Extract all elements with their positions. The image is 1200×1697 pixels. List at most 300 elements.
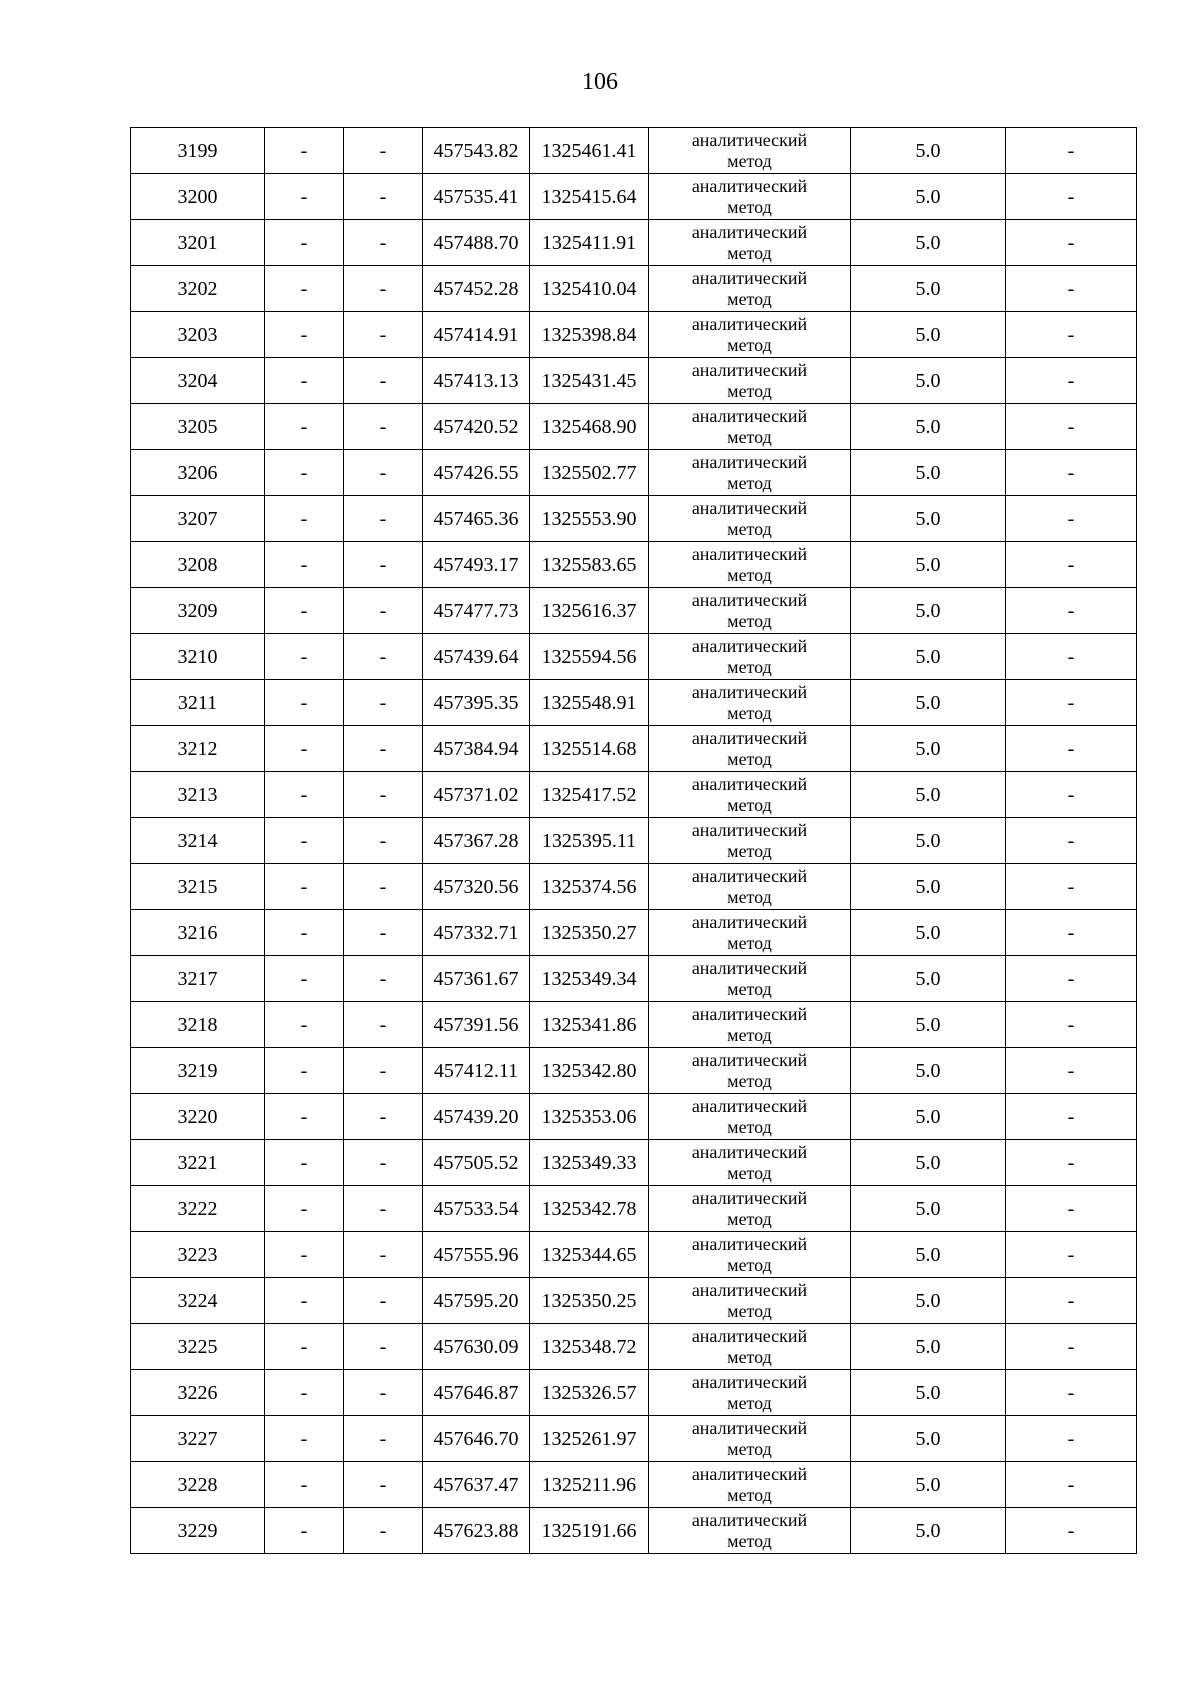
column-3-cell: - xyxy=(344,450,423,496)
point-number-cell: 3220 xyxy=(131,1094,265,1140)
column-2-cell: - xyxy=(265,266,344,312)
column-3-cell: - xyxy=(344,312,423,358)
column-3-cell: - xyxy=(344,174,423,220)
point-number-cell: 3225 xyxy=(131,1324,265,1370)
coordinate-x-cell: 457505.52 xyxy=(423,1140,530,1186)
accuracy-cell: 5.0 xyxy=(851,358,1006,404)
method-line-1: аналитический xyxy=(691,1049,808,1070)
accuracy-cell: 5.0 xyxy=(851,1048,1006,1094)
point-number-cell: 3223 xyxy=(131,1232,265,1278)
table-row xyxy=(131,910,1137,956)
method-line-2: метод xyxy=(727,1116,772,1137)
table-row xyxy=(131,1324,1137,1370)
method-line-1: аналитический xyxy=(691,1463,808,1484)
method-line-2: метод xyxy=(727,794,772,815)
column-3-cell: - xyxy=(344,542,423,588)
coordinate-x-cell: 457420.52 xyxy=(423,404,530,450)
point-number-cell: 3208 xyxy=(131,542,265,588)
coordinate-y-cell: 1325468.90 xyxy=(530,404,649,450)
point-number-cell: 3215 xyxy=(131,864,265,910)
coordinate-x-cell: 457361.67 xyxy=(423,956,530,1002)
accuracy-cell: 5.0 xyxy=(851,864,1006,910)
coordinate-y-cell: 1325344.65 xyxy=(530,1232,649,1278)
column-8-cell: - xyxy=(1006,818,1137,864)
accuracy-cell: 5.0 xyxy=(851,726,1006,772)
table-row xyxy=(131,818,1137,864)
column-8-cell: - xyxy=(1006,220,1137,266)
method-cell xyxy=(649,1370,851,1416)
method-line-1: аналитический xyxy=(691,957,808,978)
method-line-1: аналитический xyxy=(691,1371,808,1392)
coordinate-x-cell: 457426.55 xyxy=(423,450,530,496)
accuracy-cell: 5.0 xyxy=(851,772,1006,818)
method-line-2: метод xyxy=(727,656,772,677)
table-row xyxy=(131,1094,1137,1140)
accuracy-cell: 5.0 xyxy=(851,910,1006,956)
table-row xyxy=(131,220,1137,266)
method-cell xyxy=(649,1232,851,1278)
table-row xyxy=(131,634,1137,680)
method-line-1: аналитический xyxy=(691,313,808,334)
column-3-cell: - xyxy=(344,358,423,404)
column-3-cell: - xyxy=(344,266,423,312)
column-8-cell: - xyxy=(1006,1002,1137,1048)
method-line-2: метод xyxy=(727,932,772,953)
column-8-cell: - xyxy=(1006,1416,1137,1462)
point-number-cell: 3213 xyxy=(131,772,265,818)
coordinate-y-cell: 1325583.65 xyxy=(530,542,649,588)
column-3-cell: - xyxy=(344,128,423,174)
coordinate-y-cell: 1325341.86 xyxy=(530,1002,649,1048)
coordinate-x-cell: 457412.11 xyxy=(423,1048,530,1094)
coordinate-y-cell: 1325191.66 xyxy=(530,1508,649,1554)
method-cell xyxy=(649,1278,851,1324)
column-8-cell: - xyxy=(1006,1324,1137,1370)
accuracy-cell: 5.0 xyxy=(851,1370,1006,1416)
accuracy-cell: 5.0 xyxy=(851,1002,1006,1048)
method-line-2: метод xyxy=(727,288,772,309)
coordinate-x-cell: 457543.82 xyxy=(423,128,530,174)
point-number-cell: 3209 xyxy=(131,588,265,634)
point-number-cell: 3227 xyxy=(131,1416,265,1462)
coordinate-y-cell: 1325548.91 xyxy=(530,680,649,726)
column-8-cell: - xyxy=(1006,1186,1137,1232)
coordinate-y-cell: 1325342.78 xyxy=(530,1186,649,1232)
coordinate-y-cell: 1325411.91 xyxy=(530,220,649,266)
column-2-cell: - xyxy=(265,772,344,818)
table-row xyxy=(131,174,1137,220)
method-line-1: аналитический xyxy=(691,1141,808,1162)
method-cell xyxy=(649,910,851,956)
column-3-cell: - xyxy=(344,818,423,864)
table-row xyxy=(131,772,1137,818)
point-number-cell: 3219 xyxy=(131,1048,265,1094)
coordinate-x-cell: 457555.96 xyxy=(423,1232,530,1278)
column-2-cell: - xyxy=(265,1140,344,1186)
method-cell xyxy=(649,404,851,450)
method-line-1: аналитический xyxy=(691,865,808,886)
column-3-cell: - xyxy=(344,1002,423,1048)
method-cell xyxy=(649,1002,851,1048)
column-8-cell: - xyxy=(1006,680,1137,726)
method-line-2: метод xyxy=(727,518,772,539)
column-8-cell: - xyxy=(1006,1048,1137,1094)
accuracy-cell: 5.0 xyxy=(851,496,1006,542)
coordinate-x-cell: 457367.28 xyxy=(423,818,530,864)
method-line-1: аналитический xyxy=(691,1325,808,1346)
column-2-cell: - xyxy=(265,1416,344,1462)
point-number-cell: 3212 xyxy=(131,726,265,772)
point-number-cell: 3229 xyxy=(131,1508,265,1554)
method-line-1: аналитический xyxy=(691,1095,808,1116)
column-8-cell: - xyxy=(1006,772,1137,818)
column-2-cell: - xyxy=(265,128,344,174)
column-2-cell: - xyxy=(265,1462,344,1508)
column-2-cell: - xyxy=(265,1186,344,1232)
coordinate-y-cell: 1325350.25 xyxy=(530,1278,649,1324)
point-number-cell: 3224 xyxy=(131,1278,265,1324)
point-number-cell: 3210 xyxy=(131,634,265,680)
coordinate-y-cell: 1325342.80 xyxy=(530,1048,649,1094)
coordinate-y-cell: 1325326.57 xyxy=(530,1370,649,1416)
coordinate-x-cell: 457488.70 xyxy=(423,220,530,266)
coordinate-x-cell: 457332.71 xyxy=(423,910,530,956)
coordinate-y-cell: 1325594.56 xyxy=(530,634,649,680)
column-2-cell: - xyxy=(265,450,344,496)
method-cell xyxy=(649,266,851,312)
method-line-2: метод xyxy=(727,840,772,861)
method-line-2: метод xyxy=(727,1346,772,1367)
method-cell xyxy=(649,1186,851,1232)
column-8-cell: - xyxy=(1006,864,1137,910)
column-2-cell: - xyxy=(265,634,344,680)
accuracy-cell: 5.0 xyxy=(851,1278,1006,1324)
column-2-cell: - xyxy=(265,174,344,220)
accuracy-cell: 5.0 xyxy=(851,312,1006,358)
method-line-2: метод xyxy=(727,426,772,447)
coordinate-y-cell: 1325616.37 xyxy=(530,588,649,634)
coordinate-y-cell: 1325502.77 xyxy=(530,450,649,496)
accuracy-cell: 5.0 xyxy=(851,818,1006,864)
column-2-cell: - xyxy=(265,588,344,634)
coordinate-y-cell: 1325514.68 xyxy=(530,726,649,772)
point-number-cell: 3206 xyxy=(131,450,265,496)
column-3-cell: - xyxy=(344,864,423,910)
point-number-cell: 3201 xyxy=(131,220,265,266)
point-number-cell: 3216 xyxy=(131,910,265,956)
method-line-2: метод xyxy=(727,1438,772,1459)
method-cell xyxy=(649,128,851,174)
point-number-cell: 3205 xyxy=(131,404,265,450)
column-3-cell: - xyxy=(344,680,423,726)
method-line-2: метод xyxy=(727,1162,772,1183)
column-8-cell: - xyxy=(1006,1094,1137,1140)
method-cell xyxy=(649,864,851,910)
column-3-cell: - xyxy=(344,1416,423,1462)
table-row xyxy=(131,864,1137,910)
column-2-cell: - xyxy=(265,1508,344,1554)
method-cell xyxy=(649,312,851,358)
column-8-cell: - xyxy=(1006,358,1137,404)
coordinate-x-cell: 457646.87 xyxy=(423,1370,530,1416)
method-line-1: аналитический xyxy=(691,911,808,932)
method-line-1: аналитический xyxy=(691,773,808,794)
column-2-cell: - xyxy=(265,910,344,956)
method-cell xyxy=(649,634,851,680)
accuracy-cell: 5.0 xyxy=(851,956,1006,1002)
accuracy-cell: 5.0 xyxy=(851,1416,1006,1462)
coordinate-y-cell: 1325395.11 xyxy=(530,818,649,864)
table-row xyxy=(131,1232,1137,1278)
coordinate-y-cell: 1325461.41 xyxy=(530,128,649,174)
table-row xyxy=(131,404,1137,450)
column-3-cell: - xyxy=(344,772,423,818)
point-number-cell: 3207 xyxy=(131,496,265,542)
method-cell xyxy=(649,956,851,1002)
table-row xyxy=(131,542,1137,588)
method-line-1: аналитический xyxy=(691,1187,808,1208)
method-cell xyxy=(649,680,851,726)
column-8-cell: - xyxy=(1006,1232,1137,1278)
accuracy-cell: 5.0 xyxy=(851,1508,1006,1554)
method-line-2: метод xyxy=(727,610,772,631)
method-line-2: метод xyxy=(727,1254,772,1275)
accuracy-cell: 5.0 xyxy=(851,680,1006,726)
column-8-cell: - xyxy=(1006,496,1137,542)
page-number: 106 xyxy=(582,69,618,95)
column-3-cell: - xyxy=(344,1186,423,1232)
coordinate-y-cell: 1325553.90 xyxy=(530,496,649,542)
method-line-2: метод xyxy=(727,1070,772,1091)
column-2-cell: - xyxy=(265,404,344,450)
method-cell xyxy=(649,1094,851,1140)
column-2-cell: - xyxy=(265,496,344,542)
column-8-cell: - xyxy=(1006,634,1137,680)
coordinate-y-cell: 1325349.34 xyxy=(530,956,649,1002)
method-cell xyxy=(649,1416,851,1462)
column-3-cell: - xyxy=(344,220,423,266)
coordinate-x-cell: 457414.91 xyxy=(423,312,530,358)
method-line-1: аналитический xyxy=(691,1279,808,1300)
method-cell xyxy=(649,496,851,542)
column-3-cell: - xyxy=(344,1232,423,1278)
column-8-cell: - xyxy=(1006,1370,1137,1416)
coordinate-x-cell: 457623.88 xyxy=(423,1508,530,1554)
point-number-cell: 3200 xyxy=(131,174,265,220)
method-cell xyxy=(649,1140,851,1186)
column-2-cell: - xyxy=(265,680,344,726)
method-line-2: метод xyxy=(727,886,772,907)
method-line-1: аналитический xyxy=(691,589,808,610)
accuracy-cell: 5.0 xyxy=(851,1324,1006,1370)
column-8-cell: - xyxy=(1006,312,1137,358)
method-cell xyxy=(649,450,851,496)
column-8-cell: - xyxy=(1006,588,1137,634)
column-3-cell: - xyxy=(344,634,423,680)
table-row xyxy=(131,680,1137,726)
coordinate-x-cell: 457452.28 xyxy=(423,266,530,312)
column-2-cell: - xyxy=(265,818,344,864)
accuracy-cell: 5.0 xyxy=(851,1462,1006,1508)
method-line-1: аналитический xyxy=(691,727,808,748)
accuracy-cell: 5.0 xyxy=(851,1140,1006,1186)
column-3-cell: - xyxy=(344,1324,423,1370)
method-line-2: метод xyxy=(727,1208,772,1229)
method-line-1: аналитический xyxy=(691,635,808,656)
method-line-1: аналитический xyxy=(691,359,808,380)
table-body xyxy=(131,128,1137,1554)
table-row xyxy=(131,1048,1137,1094)
table-row xyxy=(131,1002,1137,1048)
method-line-2: метод xyxy=(727,380,772,401)
column-3-cell: - xyxy=(344,404,423,450)
coordinate-y-cell: 1325398.84 xyxy=(530,312,649,358)
coordinate-x-cell: 457413.13 xyxy=(423,358,530,404)
accuracy-cell: 5.0 xyxy=(851,1232,1006,1278)
point-number-cell: 3221 xyxy=(131,1140,265,1186)
column-2-cell: - xyxy=(265,1324,344,1370)
method-cell xyxy=(649,174,851,220)
column-8-cell: - xyxy=(1006,542,1137,588)
method-cell xyxy=(649,542,851,588)
method-cell xyxy=(649,726,851,772)
column-3-cell: - xyxy=(344,1140,423,1186)
method-line-1: аналитический xyxy=(691,175,808,196)
point-number-cell: 3222 xyxy=(131,1186,265,1232)
table-row xyxy=(131,1462,1137,1508)
column-8-cell: - xyxy=(1006,956,1137,1002)
method-line-1: аналитический xyxy=(691,221,808,242)
table-row xyxy=(131,1370,1137,1416)
column-3-cell: - xyxy=(344,1278,423,1324)
coordinate-x-cell: 457493.17 xyxy=(423,542,530,588)
accuracy-cell: 5.0 xyxy=(851,266,1006,312)
method-line-2: метод xyxy=(727,242,772,263)
point-number-cell: 3214 xyxy=(131,818,265,864)
table-row xyxy=(131,1186,1137,1232)
column-8-cell: - xyxy=(1006,1140,1137,1186)
column-2-cell: - xyxy=(265,1278,344,1324)
method-line-1: аналитический xyxy=(691,497,808,518)
coordinate-x-cell: 457477.73 xyxy=(423,588,530,634)
method-line-2: метод xyxy=(727,150,772,171)
method-line-2: метод xyxy=(727,196,772,217)
accuracy-cell: 5.0 xyxy=(851,450,1006,496)
method-line-1: аналитический xyxy=(691,819,808,840)
accuracy-cell: 5.0 xyxy=(851,634,1006,680)
method-cell xyxy=(649,588,851,634)
accuracy-cell: 5.0 xyxy=(851,404,1006,450)
coordinate-y-cell: 1325374.56 xyxy=(530,864,649,910)
column-2-cell: - xyxy=(265,1094,344,1140)
accuracy-cell: 5.0 xyxy=(851,1186,1006,1232)
point-number-cell: 3226 xyxy=(131,1370,265,1416)
method-line-2: метод xyxy=(727,702,772,723)
coordinate-x-cell: 457395.35 xyxy=(423,680,530,726)
column-3-cell: - xyxy=(344,726,423,772)
point-number-cell: 3228 xyxy=(131,1462,265,1508)
method-line-2: метод xyxy=(727,564,772,585)
column-2-cell: - xyxy=(265,1048,344,1094)
column-2-cell: - xyxy=(265,1370,344,1416)
column-2-cell: - xyxy=(265,312,344,358)
column-3-cell: - xyxy=(344,588,423,634)
table-row xyxy=(131,266,1137,312)
accuracy-cell: 5.0 xyxy=(851,128,1006,174)
coordinate-y-cell: 1325348.72 xyxy=(530,1324,649,1370)
coordinate-x-cell: 457439.20 xyxy=(423,1094,530,1140)
method-line-1: аналитический xyxy=(691,681,808,702)
method-cell xyxy=(649,358,851,404)
column-2-cell: - xyxy=(265,358,344,404)
column-8-cell: - xyxy=(1006,726,1137,772)
method-line-2: метод xyxy=(727,978,772,999)
column-2-cell: - xyxy=(265,1002,344,1048)
column-3-cell: - xyxy=(344,910,423,956)
column-8-cell: - xyxy=(1006,266,1137,312)
coordinate-y-cell: 1325211.96 xyxy=(530,1462,649,1508)
column-2-cell: - xyxy=(265,220,344,266)
accuracy-cell: 5.0 xyxy=(851,220,1006,266)
coordinate-y-cell: 1325431.45 xyxy=(530,358,649,404)
method-line-1: аналитический xyxy=(691,1417,808,1438)
method-cell xyxy=(649,1324,851,1370)
method-line-2: метод xyxy=(727,1024,772,1045)
coordinate-y-cell: 1325349.33 xyxy=(530,1140,649,1186)
table-row xyxy=(131,450,1137,496)
coordinate-y-cell: 1325415.64 xyxy=(530,174,649,220)
column-3-cell: - xyxy=(344,1508,423,1554)
column-2-cell: - xyxy=(265,864,344,910)
method-line-2: метод xyxy=(727,472,772,493)
table-row xyxy=(131,496,1137,542)
accuracy-cell: 5.0 xyxy=(851,174,1006,220)
column-2-cell: - xyxy=(265,542,344,588)
coordinate-x-cell: 457630.09 xyxy=(423,1324,530,1370)
accuracy-cell: 5.0 xyxy=(851,588,1006,634)
method-cell xyxy=(649,1462,851,1508)
point-number-cell: 3203 xyxy=(131,312,265,358)
column-8-cell: - xyxy=(1006,450,1137,496)
point-number-cell: 3218 xyxy=(131,1002,265,1048)
table-row xyxy=(131,1416,1137,1462)
column-8-cell: - xyxy=(1006,1508,1137,1554)
method-line-2: метод xyxy=(727,1484,772,1505)
coordinate-x-cell: 457320.56 xyxy=(423,864,530,910)
method-line-2: метод xyxy=(727,1530,772,1551)
coordinate-x-cell: 457595.20 xyxy=(423,1278,530,1324)
method-line-1: аналитический xyxy=(691,129,808,150)
table-row xyxy=(131,128,1137,174)
column-3-cell: - xyxy=(344,1094,423,1140)
method-line-2: метод xyxy=(727,334,772,355)
coordinate-x-cell: 457646.70 xyxy=(423,1416,530,1462)
method-line-1: аналитический xyxy=(691,543,808,564)
coordinates-table xyxy=(130,127,1137,1554)
method-cell xyxy=(649,1508,851,1554)
coordinate-x-cell: 457535.41 xyxy=(423,174,530,220)
point-number-cell: 3211 xyxy=(131,680,265,726)
table-row xyxy=(131,726,1137,772)
accuracy-cell: 5.0 xyxy=(851,1094,1006,1140)
point-number-cell: 3217 xyxy=(131,956,265,1002)
coordinate-x-cell: 457637.47 xyxy=(423,1462,530,1508)
method-line-1: аналитический xyxy=(691,451,808,472)
method-line-1: аналитический xyxy=(691,1233,808,1254)
method-line-1: аналитический xyxy=(691,267,808,288)
method-line-1: аналитический xyxy=(691,1509,808,1530)
column-8-cell: - xyxy=(1006,174,1137,220)
